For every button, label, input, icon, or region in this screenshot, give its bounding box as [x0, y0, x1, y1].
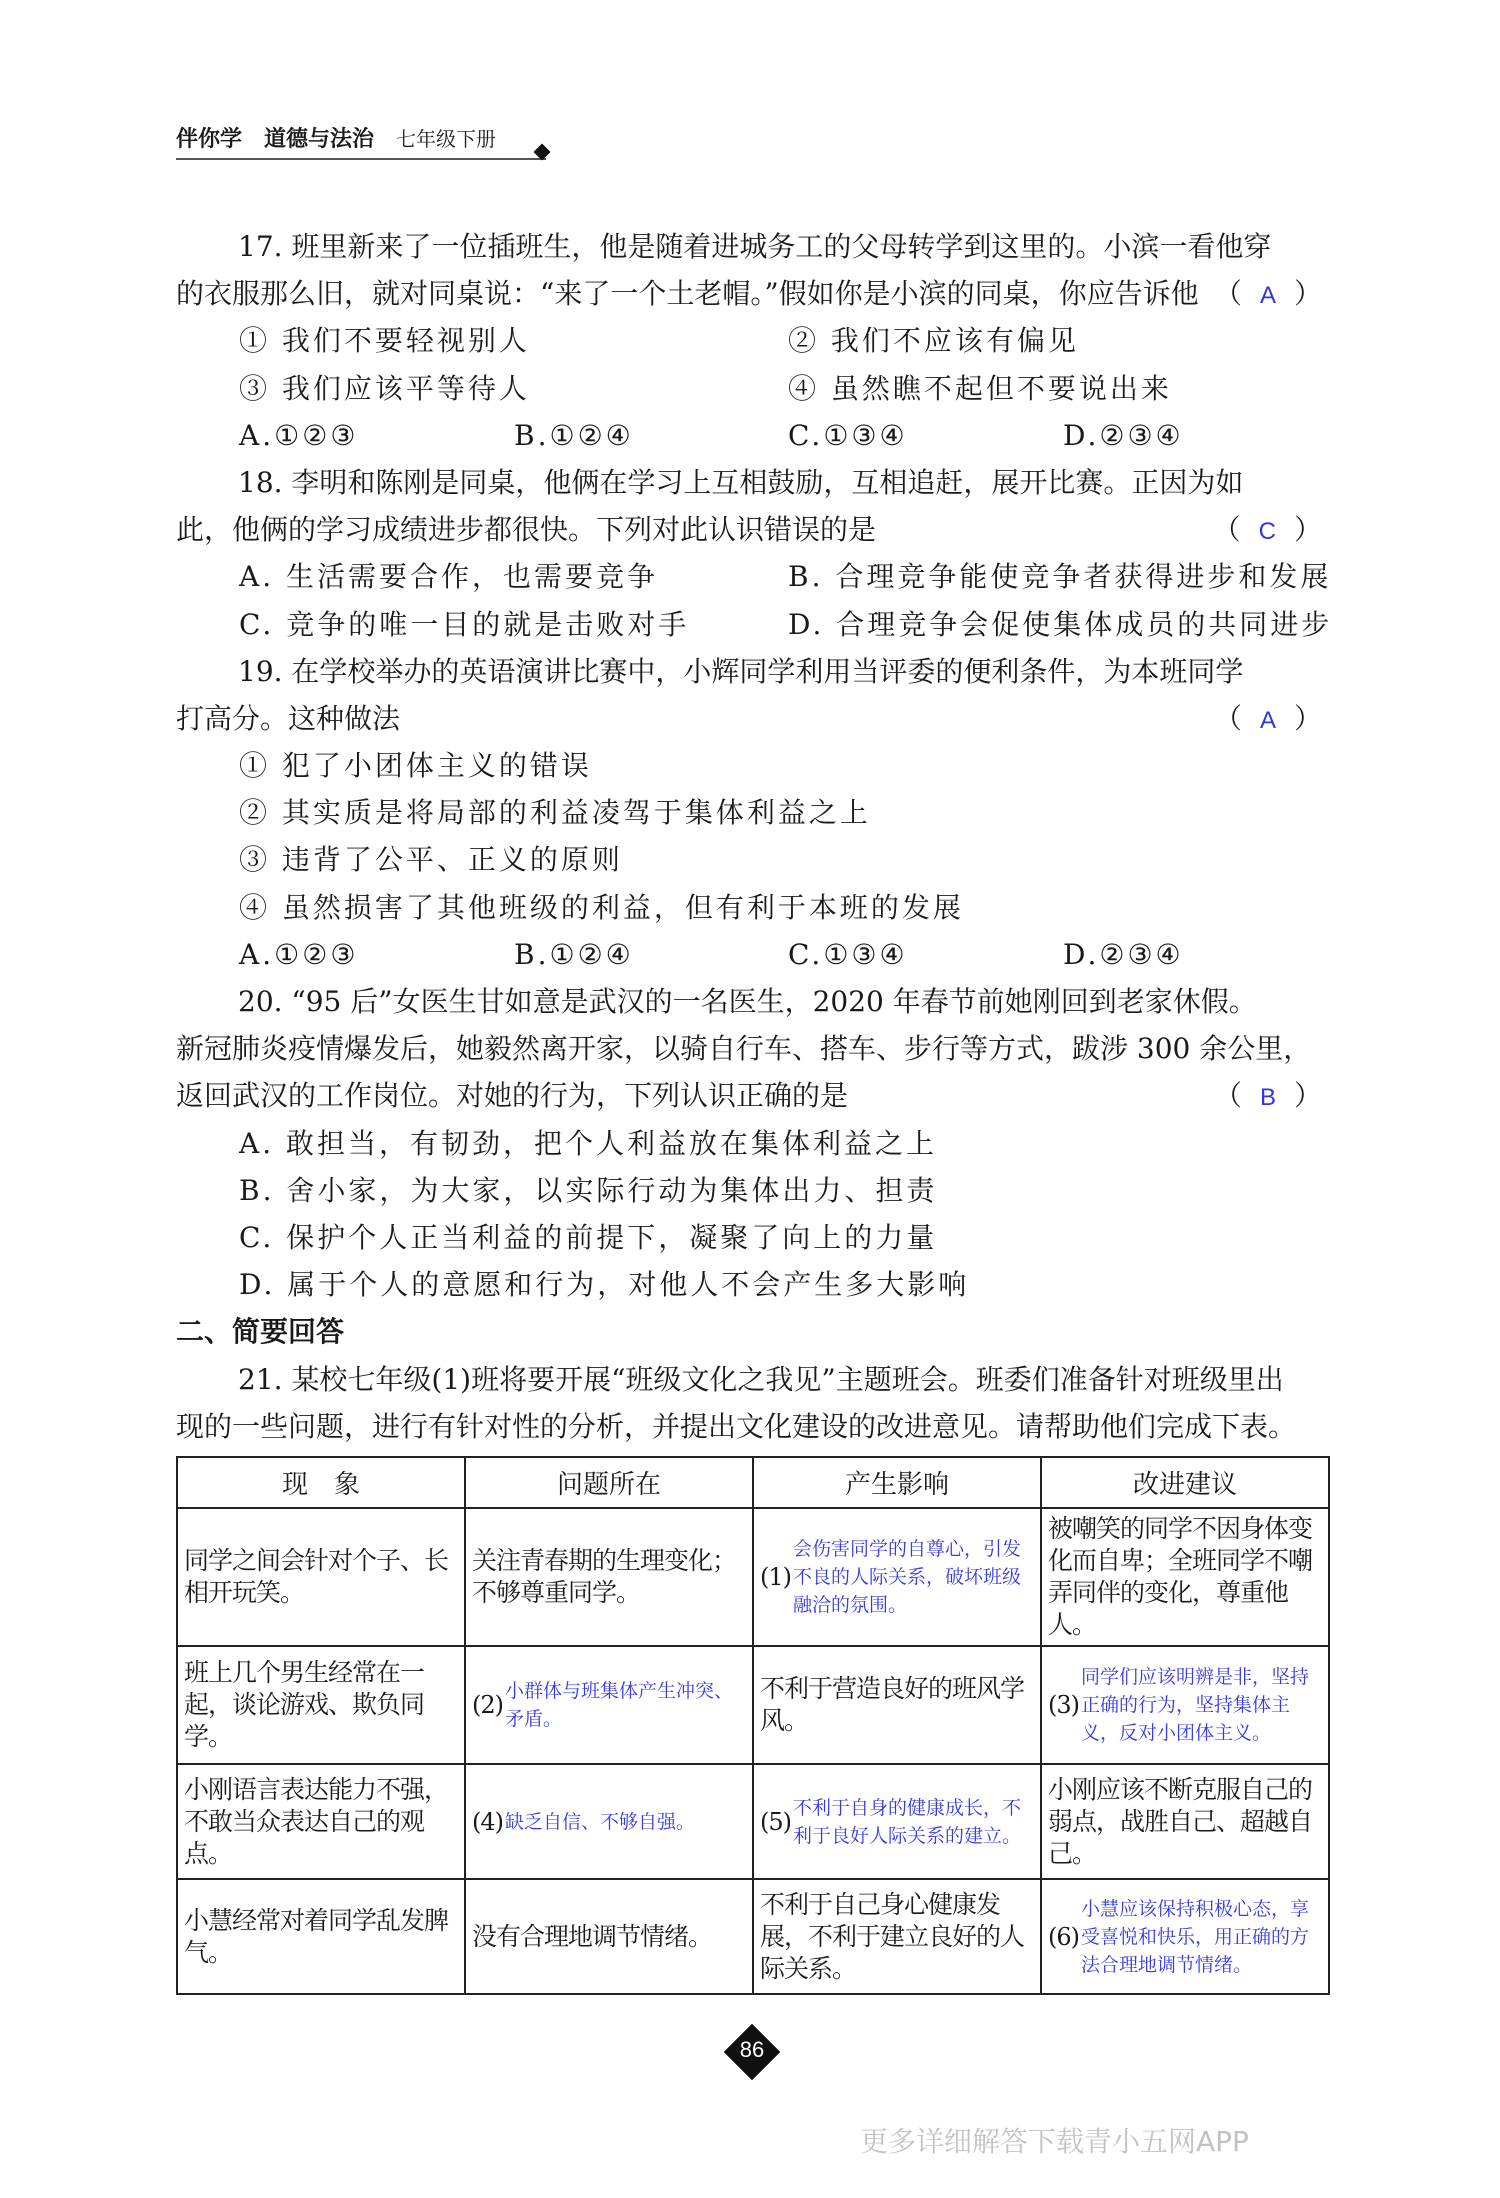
- cell: 同学之间会针对个子、长相开玩笑。: [177, 1508, 465, 1646]
- answer: A: [1259, 706, 1284, 734]
- option: D.②③④: [1063, 418, 1184, 452]
- cell: 小刚应该不断克服自己的弱点，战胜自己、超越自己。: [1041, 1764, 1329, 1879]
- option: D. 属于个人的意愿和行为，对他人不会产生多大影响: [239, 1268, 970, 1302]
- item: ② 我们不应该有偏见: [788, 324, 1079, 358]
- question-stem-cont: 此，他俩的学习成绩进步都很快。下列对此认识错误的是 （ C ）: [176, 506, 1330, 553]
- item: ① 我们不要轻视别人: [239, 324, 530, 358]
- option: C. 竞争的唯一目的就是击败对手: [239, 607, 690, 641]
- handwritten-answer: 不利于自身的健康成长，不利于良好人际关系的建立。: [793, 1796, 1022, 1847]
- item: ④ 虽然瞧不起但不要说出来: [788, 371, 1172, 405]
- item: ① 犯了小团体主义的错误: [239, 749, 592, 783]
- option: A.①②③: [239, 937, 359, 971]
- question-stem-cont: 返回武汉的工作岗位。对她的行为，下列认识正确的是 （ B ）: [176, 1072, 1330, 1119]
- cell: 不利于自己身心健康发展，不利于建立良好的人际关系。: [753, 1879, 1041, 1994]
- question-stem: 19. 在学校举办的英语演讲比赛中，小辉同学利用当评委的便利条件，为本班同学: [238, 654, 1244, 688]
- series-name: 伴你学: [176, 127, 243, 152]
- grade-label: 七年级下册: [396, 127, 497, 151]
- option: A. 敢担当，有韧劲，把个人利益放在集体利益之上: [239, 1126, 938, 1160]
- cell: 班上几个男生经常在一起，谈论游戏、欺负同学。: [177, 1646, 465, 1764]
- option: A. 生活需要合作，也需要竞争: [239, 560, 659, 594]
- col-header: 现 象: [177, 1457, 465, 1508]
- col-header: 改进建议: [1041, 1457, 1329, 1508]
- question-stem: 20. “95 后”女医生甘如意是武汉的一名医生，2020 年春节前她刚回到老家休假。: [238, 985, 1257, 1018]
- cell-answer: (1) 会伤害同学的自尊心，引发不良的人际关系，破坏班级融洽的氛围。: [753, 1508, 1041, 1646]
- col-header: 问题所在: [465, 1457, 753, 1508]
- cell-answer: (6) 小慧应该保持积极心态，享受喜悦和快乐，用正确的方法合理地调节情绪。: [1041, 1879, 1329, 1994]
- section-title: 二、简要回答: [176, 1315, 345, 1349]
- col-header: 产生影响: [753, 1457, 1041, 1508]
- table-header-row: [177, 1457, 1329, 1508]
- item: ③ 违背了公平、正义的原则: [239, 843, 623, 877]
- cell-answer: (5) 不利于自身的健康成长，不利于良好人际关系的建立。: [753, 1764, 1041, 1879]
- option: B.①②④: [514, 418, 634, 452]
- question-stem-cont: 现的一些问题，进行有针对性的分析，并提出文化建设的改进意见。请帮助他们完成下表。: [176, 1409, 1297, 1443]
- cell: 没有合理地调节情绪。: [465, 1879, 753, 1994]
- cell-answer: (4) 缺乏自信、不够自强。: [465, 1764, 753, 1879]
- handwritten-answer: 缺乏自信、不够自强。: [505, 1810, 696, 1833]
- option: C. 保护个人正当利益的前提下，凝聚了向上的力量: [239, 1220, 938, 1254]
- cell: 被嘲笑的同学不因身体变化而自卑；全班同学不嘲弄同伴的变化，尊重他人。: [1041, 1508, 1329, 1646]
- question-stem: 21. 某校七年级(1)班将要开展“班级文化之我见”主题班会。班委们准备针对班级里出: [238, 1362, 1284, 1396]
- option: B. 合理竞争能使竞争者获得进步和发展: [788, 560, 1332, 594]
- answer-table: [176, 1456, 1330, 1995]
- answer: C: [1258, 518, 1284, 546]
- cell: 小刚语言表达能力不强，不敢当众表达自己的观点。: [177, 1764, 465, 1879]
- questions-body: [176, 223, 1333, 1450]
- question-stem: 17. 班里新来了一位插班生，他是随着进城务工的父母转学到这里的。小滨一看他穿: [238, 230, 1272, 263]
- table-row: [177, 1646, 1329, 1764]
- question-stem-cont: 的衣服那么旧，就对同桌说：“来了一个土老帽。”假如你是小滨的同桌，你应告诉他 （ A ）: [176, 270, 1330, 317]
- option: D.②③④: [1063, 937, 1184, 971]
- table-row: [177, 1879, 1329, 1994]
- cell-answer: (3) 同学们应该明辨是非，坚持正确的行为，坚持集体主义，反对小团体主义。: [1041, 1646, 1329, 1764]
- answer-paren: （ A ）: [1213, 277, 1330, 311]
- option: C.①③④: [788, 937, 908, 971]
- item: ④ 虽然损害了其他班级的利益，但有利于本班的发展: [239, 890, 964, 924]
- handwritten-answer: 同学们应该明辨是非，坚持正确的行为，坚持集体主义，反对小团体主义。: [1081, 1666, 1310, 1744]
- watermark: 更多详细解答下载青小五网APP: [860, 2125, 1249, 2158]
- table-row: [177, 1508, 1329, 1646]
- running-header: [176, 122, 546, 160]
- option: C.①③④: [788, 418, 908, 452]
- option: D. 合理竞争会促使集体成员的共同进步: [788, 607, 1333, 641]
- handwritten-answer: 小群体与班集体产生冲突、矛盾。: [505, 1680, 734, 1730]
- answer-paren: （ B ）: [1213, 1079, 1330, 1113]
- subject-name: 道德与法治: [264, 127, 375, 152]
- question-stem: 18. 李明和陈刚是同桌，他俩在学习上互相鼓励，互相追赶，展开比赛。正因为如: [238, 465, 1244, 499]
- answer: B: [1259, 1084, 1284, 1112]
- question-stem-cont: 打高分。这种做法 （ A ）: [176, 695, 1330, 742]
- cell: 关注青春期的生理变化；不够尊重同学。: [465, 1508, 753, 1646]
- cell: 不利于营造良好的班风学风。: [753, 1646, 1041, 1764]
- item: ② 其实质是将局部的利益凌驾于集体利益之上: [239, 796, 871, 830]
- page-number: 86: [739, 2037, 765, 2062]
- answer: A: [1259, 282, 1284, 310]
- handwritten-answer: 小慧应该保持积极心态，享受喜悦和快乐，用正确的方法合理地调节情绪。: [1081, 1897, 1310, 1976]
- answer-paren: （ C ）: [1212, 513, 1330, 547]
- option: B. 舍小家，为大家，以实际行动为集体出力、担责: [239, 1173, 938, 1207]
- option: A.①②③: [239, 418, 359, 452]
- answer-paren: （ A ）: [1213, 701, 1330, 735]
- cell: 小慧经常对着同学乱发脾气。: [177, 1879, 465, 1994]
- item: ③ 我们应该平等待人: [239, 371, 530, 405]
- question-stem-cont: 新冠肺炎疫情爆发后，她毅然离开家，以骑自行车、搭车、步行等方式，跋涉 300 余公里，: [176, 1032, 1312, 1066]
- table-row: [177, 1764, 1329, 1879]
- handwritten-answer: 会伤害同学的自尊心，引发不良的人际关系，破坏班级融洽的氛围。: [793, 1538, 1022, 1616]
- cell-answer: (2) 小群体与班集体产生冲突、矛盾。: [465, 1646, 753, 1764]
- option: B.①②④: [514, 937, 634, 971]
